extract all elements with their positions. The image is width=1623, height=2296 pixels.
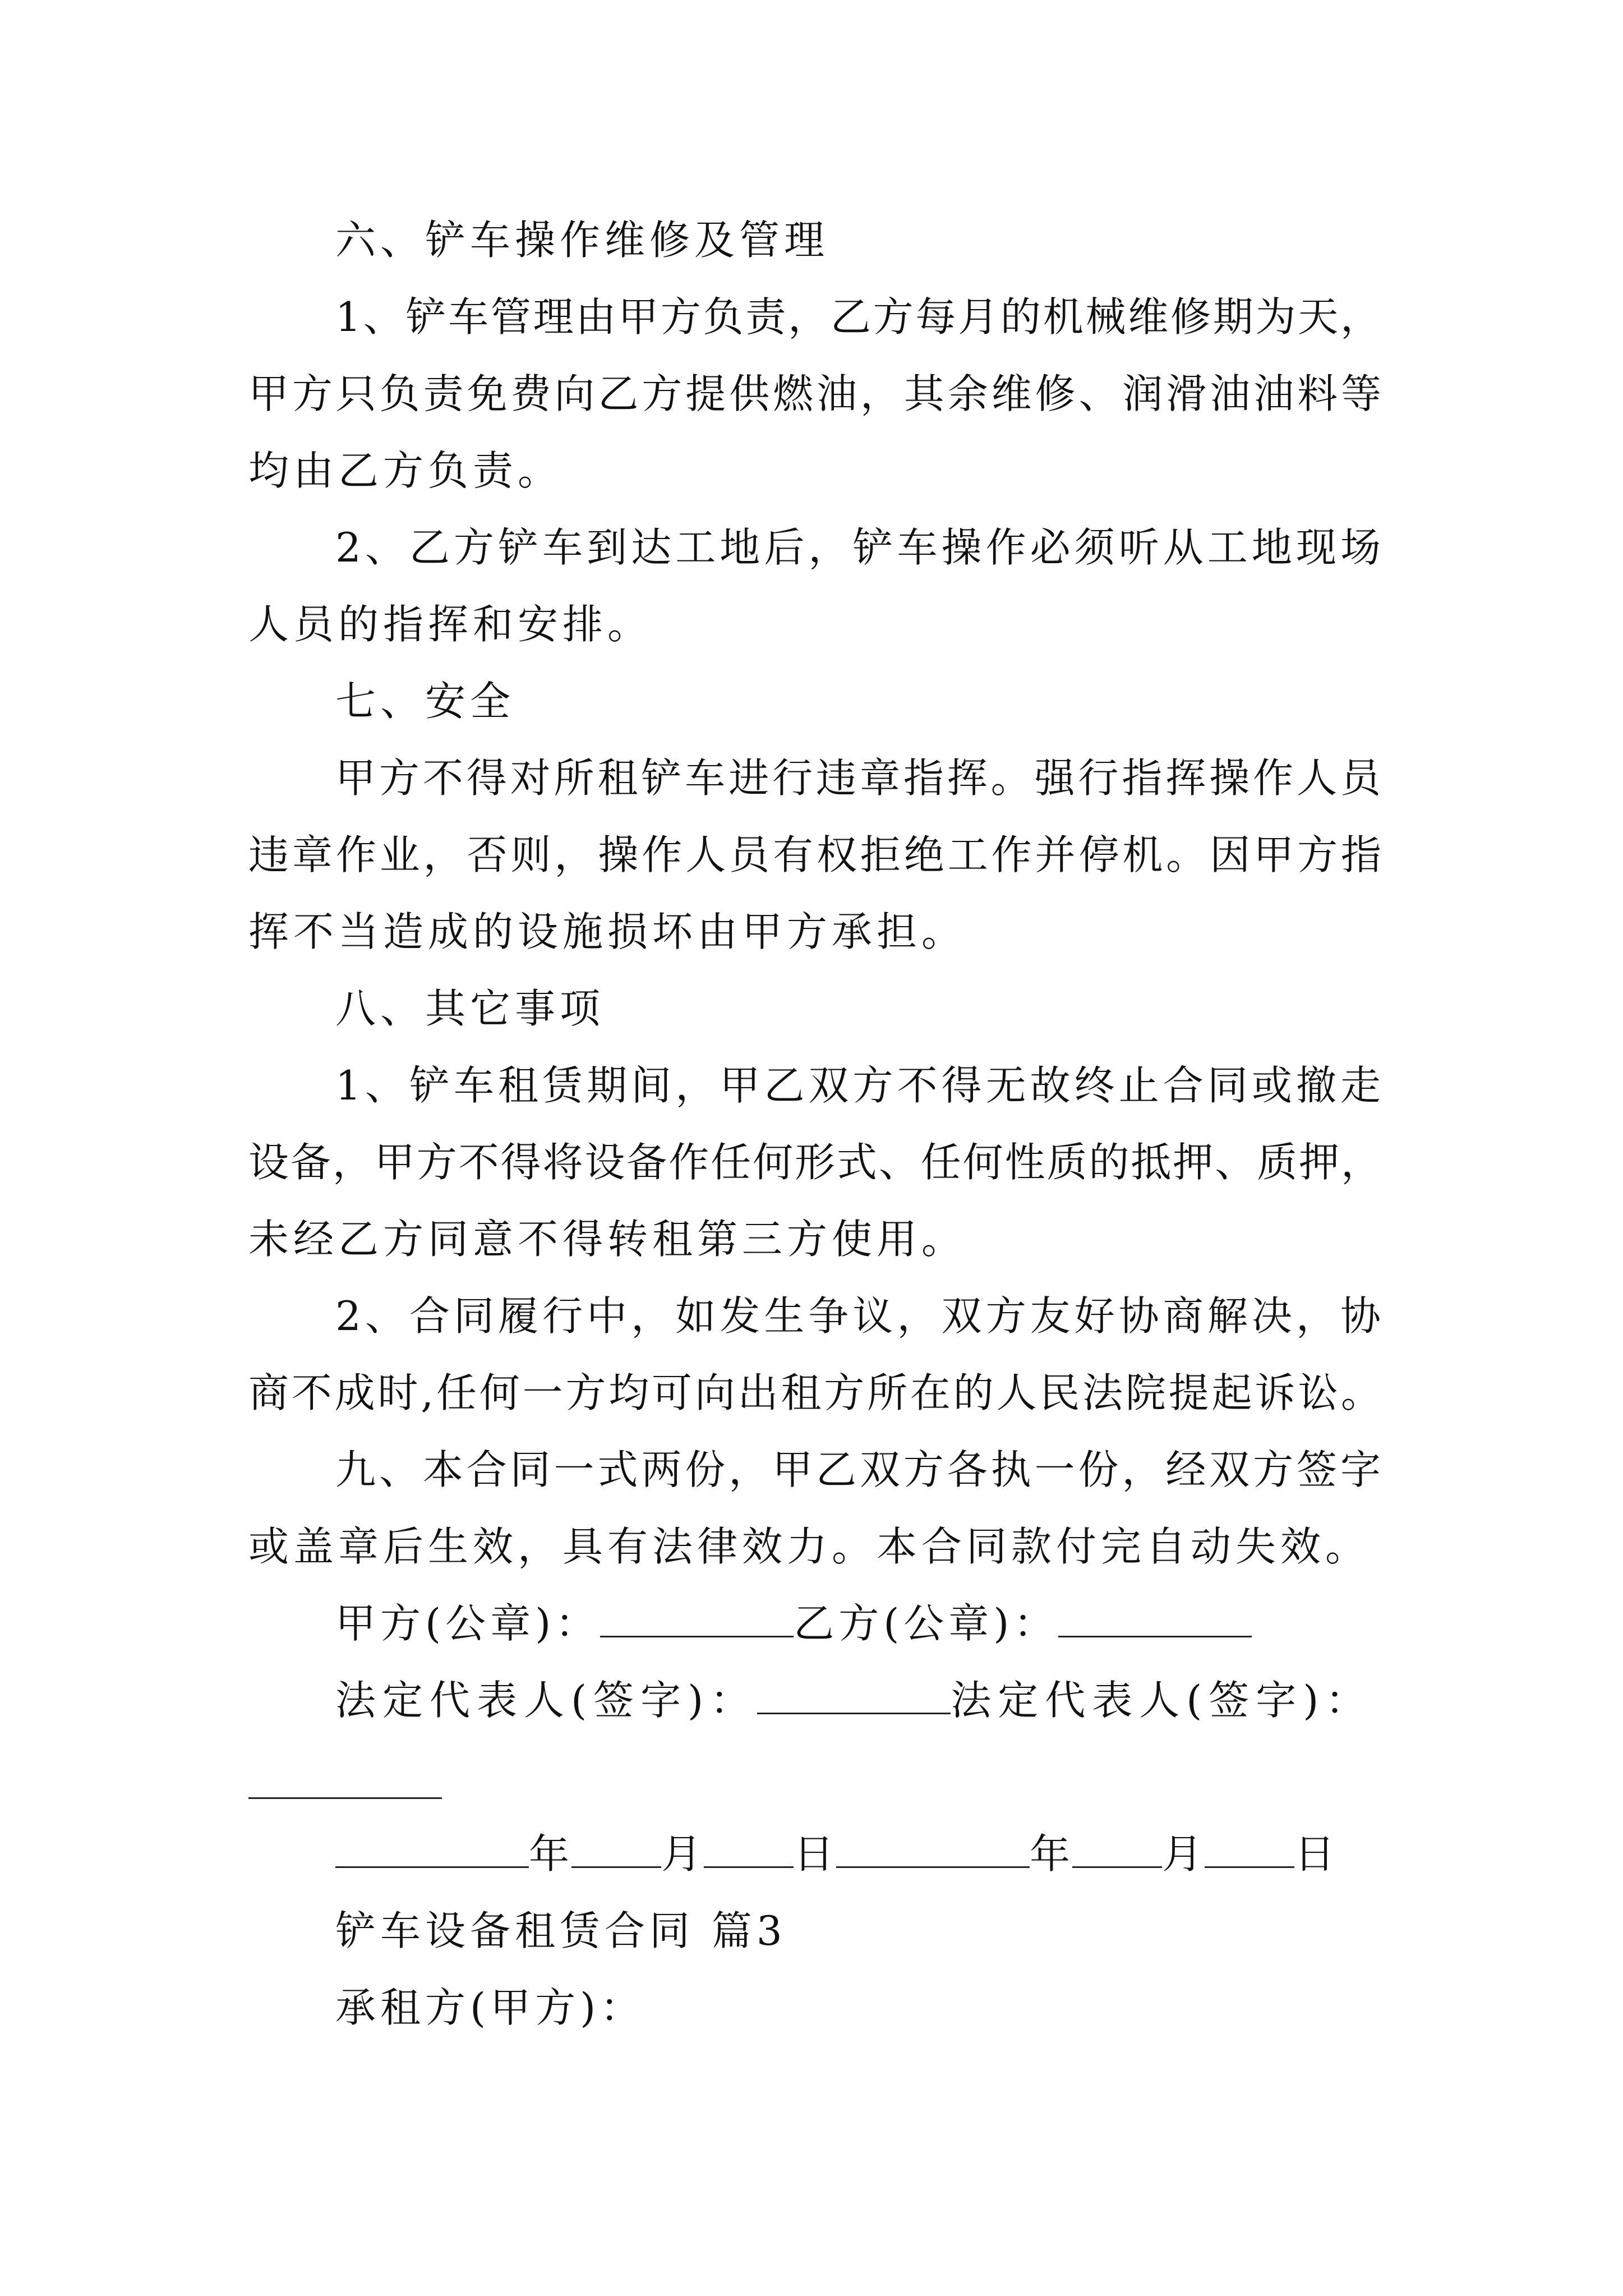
section-7-heading: 七、安全 <box>335 678 515 725</box>
lessee-label: 承租方(甲方)： <box>335 1984 645 2031</box>
party-a-day-blank <box>704 1827 794 1868</box>
next-contract-title: 铲车设备租赁合同 篇3 <box>335 1907 787 1954</box>
party-b-day-label: 日 <box>1294 1830 1338 1878</box>
party-a-day-label: 日 <box>794 1830 837 1878</box>
party-a-representative-blank <box>757 1673 951 1714</box>
section-7-line-2: 违章作业，否则，操作人员有权拒绝工作并停机。因甲方指 <box>248 831 1381 878</box>
party-b-day-blank <box>1205 1827 1294 1868</box>
legal-representative-row <box>335 1672 1468 1728</box>
section-8-heading: 八、其它事项 <box>335 985 605 1032</box>
section-8-item-2-line-1: 2、合同履行中，如发生争议，双方友好协商解决，协 <box>335 1292 1381 1340</box>
section-6-item-1-line-1: 1、铲车管理由甲方负责，乙方每月的机械维修期为天， <box>335 293 1381 341</box>
party-a-year-label: 年 <box>529 1830 572 1878</box>
section-6-item-2-line-2: 人员的指挥和安排。 <box>248 601 653 648</box>
section-8-item-1-line-1: 1、铲车租赁期间，甲乙双方不得无故终止合同或撤走 <box>335 1062 1381 1109</box>
section-6-heading: 六、铲车操作维修及管理 <box>335 217 829 264</box>
section-7-line-1: 甲方不得对所租铲车进行违章指挥。强行指挥操作人员 <box>335 754 1381 802</box>
section-8-item-1-line-2: 设备，甲方不得将设备作任何形式、任何性质的抵押、质押， <box>248 1139 1381 1186</box>
section-7-line-3: 挥不当造成的设施损坏由甲方承担。 <box>248 908 967 955</box>
party-b-month-blank <box>1072 1827 1162 1868</box>
party-a-month-label: 月 <box>661 1830 704 1878</box>
party-b-month-label: 月 <box>1162 1830 1205 1878</box>
party-a-seal-blank <box>600 1596 794 1637</box>
party-a-month-blank <box>571 1827 661 1868</box>
party-b-representative-blank <box>248 1797 442 1799</box>
section-6-item-1-line-3: 均由乙方负责。 <box>248 447 563 494</box>
party-b-seal-label: 乙方(公章)： <box>794 1600 1059 1647</box>
party-b-representative-label: 法定代表人(签字)： <box>951 1677 1373 1724</box>
section-9-line-1: 九、本合同一式两份，甲乙双方各执一份，经双方签字 <box>335 1446 1381 1493</box>
party-a-year-blank <box>335 1827 529 1868</box>
party-a-representative-label: 法定代表人(签字)： <box>335 1677 758 1724</box>
section-9-line-2: 或盖章后生效，具有法律效力。本合同款付完自动失效。 <box>248 1523 1371 1570</box>
party-b-year-blank <box>836 1827 1030 1868</box>
party-a-seal-label: 甲方(公章)： <box>335 1600 601 1647</box>
party-b-year-label: 年 <box>1030 1830 1073 1878</box>
signature-seal-row <box>335 1595 1468 1651</box>
party-b-seal-blank <box>1058 1596 1252 1637</box>
section-6-item-1-line-2: 甲方只负责免费向乙方提供燃油，其余维修、润滑油油料等 <box>248 370 1381 417</box>
date-row <box>335 1826 1468 1882</box>
section-6-item-2-line-1: 2、乙方铲车到达工地后，铲车操作必须听从工地现场 <box>335 524 1381 571</box>
section-8-item-1-line-3: 未经乙方同意不得转租第三方使用。 <box>248 1216 967 1263</box>
section-8-item-2-line-2: 商不成时,任何一方均可向出租方所在的人民法院提起诉讼。 <box>248 1369 1381 1416</box>
